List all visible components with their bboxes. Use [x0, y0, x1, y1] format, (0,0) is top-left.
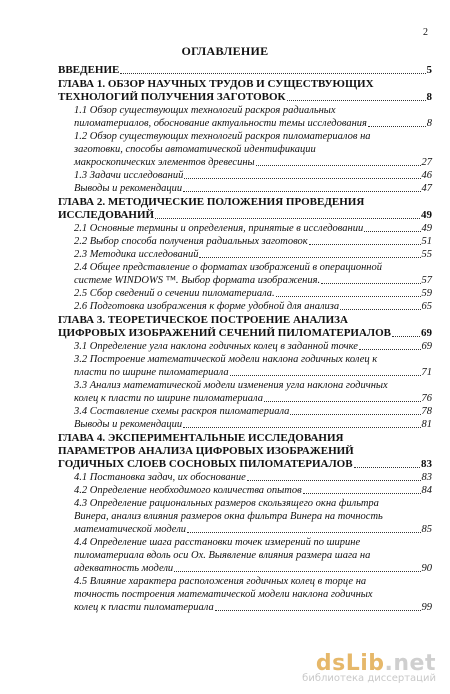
- toc-entry-line: [58, 209, 432, 222]
- toc-entry-text: колец к пласти по ширине пиломатериала: [74, 393, 263, 404]
- toc-page-number: 85: [421, 524, 432, 535]
- toc-entry-line: [74, 340, 432, 353]
- toc-entry-line: [74, 575, 432, 588]
- toc-page-number: 49: [421, 209, 432, 221]
- toc-page-number: 78: [421, 406, 432, 417]
- toc-page-number: 5: [426, 64, 432, 76]
- toc-entry-text: точность построения математической модели наклона годичных: [74, 589, 373, 600]
- toc-entry: [58, 405, 432, 418]
- toc-entry-line: [74, 536, 432, 549]
- toc-entry-text: ЦИФРОВЫХ ИЗОБРАЖЕНИЙ СЕЧЕНИЙ ПИЛОМАТЕРИАЛОВ: [58, 327, 391, 339]
- toc-entry-line: [74, 405, 432, 418]
- toc-entry-text: колец к пласти пиломатериала: [74, 602, 214, 613]
- toc-entry: [58, 248, 432, 261]
- toc-page-number: 27: [421, 157, 432, 168]
- toc-entry-text: 3.4 Составление схемы раскроя пиломатериала: [74, 406, 290, 417]
- toc-entry: [58, 78, 432, 104]
- toc-dot-leader: [354, 467, 420, 468]
- toc-page-number: 69: [421, 327, 432, 339]
- toc-dot-leader: [230, 375, 421, 376]
- toc-entry-text: 1.1 Обзор существующих технологий раскроя радиальных: [74, 105, 336, 116]
- toc-entry-text: 2.5 Сбор сведений о сечении пиломатериала.: [74, 288, 275, 299]
- toc-entry-line: [74, 248, 432, 261]
- toc-page-number: 81: [421, 419, 432, 430]
- toc-entry-text: Выводы и рекомендации: [74, 419, 183, 430]
- toc-entry: [58, 222, 432, 235]
- toc-entry: [58, 379, 432, 405]
- toc-entry-line: [74, 117, 432, 130]
- toc-page-number: 65: [421, 301, 432, 312]
- toc-entry-text: пласти по ширине пиломатериала: [74, 367, 229, 378]
- toc-entry-line: [74, 169, 432, 182]
- toc-entry-text: 2.4 Общее представление о форматах изображений в операционной: [74, 262, 382, 273]
- toc-dot-leader: [183, 427, 420, 428]
- toc-entry-text: 4.3 Определение рациональных размеров скользящего окна фильтра: [74, 498, 379, 509]
- toc-dot-leader: [364, 231, 420, 232]
- toc-dot-leader: [321, 283, 420, 284]
- toc-page-number: 47: [421, 183, 432, 194]
- logo-brand-tld: .net: [384, 651, 436, 676]
- toc-page-number: 59: [421, 288, 432, 299]
- toc-entry-text: пиломатериалов, обоснование актуальности темы исследования: [74, 118, 367, 129]
- toc-entry-text: 3.3 Анализ математической модели изменения угла наклона годичных: [74, 380, 388, 391]
- toc-entry-text: ПАРАМЕТРОВ АНАЛИЗА ЦИФРОВЫХ ИЗОБРАЖЕНИЙ: [58, 445, 354, 457]
- dslib-watermark-logo: [302, 651, 436, 684]
- toc-dot-leader: [309, 244, 421, 245]
- toc-entry-text: ГЛАВА 1. ОБЗОР НАУЧНЫХ ТРУДОВ И СУЩЕСТВУЮЩИХ: [58, 78, 374, 90]
- logo-subtitle: библиотека диссертаций: [302, 673, 436, 684]
- toc-entry-text: 3.2 Построение математической модели наклона годичных колец к: [74, 354, 378, 365]
- toc-entry-text: макроскопических элементов древесины: [74, 157, 255, 168]
- toc-page-number: 49: [421, 223, 432, 234]
- toc-entry-text: Винера, анализ влияния размеров окна фильтра Винера на точность: [74, 511, 383, 522]
- toc-entry-text: 4.1 Постановка задач, их обоснование: [74, 472, 246, 483]
- toc-page-number: 76: [421, 393, 432, 404]
- toc-entry-line: [58, 445, 432, 458]
- toc-entry-text: адекватность модели: [74, 563, 174, 574]
- toc-dot-leader: [184, 178, 420, 179]
- toc-entry-line: [74, 366, 432, 379]
- toc-entry: [58, 575, 432, 614]
- toc-page-number: 69: [421, 341, 432, 352]
- toc-dot-leader: [215, 610, 421, 611]
- toc-entry-text: заготовки, способы автоматической идентификации: [74, 144, 316, 155]
- toc-entry: [58, 484, 432, 497]
- toc-dot-leader: [120, 73, 425, 74]
- toc-entry-text: 4.5 Влияние характера расположения годичных колец в торце на: [74, 576, 367, 587]
- table-of-contents: [58, 63, 432, 614]
- toc-dot-leader: [199, 257, 420, 258]
- toc-entry-text: 2.1 Основные термины и определения, принятые в исследовании: [74, 223, 364, 234]
- toc-entry-line: [74, 523, 432, 536]
- toc-entry-text: 1.2 Обзор существующих технологий раскроя пиломатериалов на: [74, 131, 371, 142]
- toc-entry: [58, 353, 432, 379]
- toc-entry: [58, 64, 432, 77]
- toc-entry-line: [58, 314, 432, 327]
- toc-page-number: 8: [426, 118, 432, 129]
- toc-entry-text: ВВЕДЕНИЕ: [58, 64, 120, 76]
- toc-dot-leader: [303, 493, 421, 494]
- toc-entry-text: 4.4 Определение шага расстановки точек измерений по ширине: [74, 537, 361, 548]
- toc-entry-text: 2.2 Выбор способа получения радиальных заготовок: [74, 236, 308, 247]
- toc-entry: [58, 261, 432, 287]
- toc-entry: [58, 471, 432, 484]
- toc-entry-text: пиломатериала вдоль оси Ох. Выявление влияния размера шага на: [74, 550, 371, 561]
- toc-entry: [58, 104, 432, 130]
- toc-entry-text: 1.3 Задачи исследований: [74, 170, 184, 181]
- toc-entry-line: [74, 130, 432, 143]
- toc-entry: [58, 340, 432, 353]
- toc-page-number: 8: [426, 91, 432, 103]
- toc-entry-line: [74, 549, 432, 562]
- toc-entry-line: [74, 379, 432, 392]
- toc-page-number: 83: [421, 472, 432, 483]
- toc-page-number: 46: [421, 170, 432, 181]
- toc-dot-leader: [340, 309, 420, 310]
- toc-entry-line: [74, 562, 432, 575]
- toc-entry: [58, 287, 432, 300]
- toc-title: ОГЛАВЛЕНИЕ: [181, 44, 269, 58]
- toc-entry-line: [74, 274, 432, 287]
- toc-entry-line: [74, 235, 432, 248]
- toc-page-number: 84: [421, 485, 432, 496]
- toc-entry: [58, 196, 432, 222]
- toc-entry-line: [74, 156, 432, 169]
- toc-entry-line: [74, 104, 432, 117]
- toc-entry-line: [74, 353, 432, 366]
- toc-entry-line: [74, 261, 432, 274]
- toc-entry-text: ГЛАВА 2. МЕТОДИЧЕСКИЕ ПОЛОЖЕНИЯ ПРОВЕДЕНИЯ: [58, 196, 365, 208]
- toc-entry-text: ГЛАВА 4. ЭКСПЕРИМЕНТАЛЬНЫЕ ИССЛЕДОВАНИЯ: [58, 432, 344, 444]
- toc-entry: [58, 169, 432, 182]
- toc-entry-line: [58, 64, 432, 77]
- toc-entry: [58, 235, 432, 248]
- toc-entry-line: [74, 300, 432, 313]
- toc-entry-text: ГОДИЧНЫХ СЛОЕВ СОСНОВЫХ ПИЛОМАТЕРИАЛОВ: [58, 458, 353, 470]
- toc-page-number: 90: [421, 563, 432, 574]
- toc-entry: [58, 418, 432, 431]
- logo-brand-main: dsLib: [315, 651, 385, 676]
- toc-dot-leader: [264, 401, 421, 402]
- toc-entry-line: [74, 484, 432, 497]
- toc-dot-leader: [247, 480, 421, 481]
- toc-entry-line: [58, 78, 432, 91]
- toc-entry: [58, 182, 432, 195]
- toc-page-number: 55: [421, 249, 432, 260]
- toc-page-number: 99: [421, 602, 432, 613]
- toc-dot-leader: [256, 165, 421, 166]
- toc-dot-leader: [183, 191, 420, 192]
- toc-page-number: 57: [421, 275, 432, 286]
- toc-entry: [58, 432, 432, 471]
- toc-entry: [58, 497, 432, 536]
- toc-entry-text: 2.3 Методика исследований: [74, 249, 199, 260]
- toc-dot-leader: [287, 100, 426, 101]
- toc-dot-leader: [392, 336, 420, 337]
- toc-dot-leader: [155, 218, 420, 219]
- page-number: 2: [423, 27, 428, 38]
- toc-entry-line: [74, 588, 432, 601]
- toc-entry-line: [74, 601, 432, 614]
- toc-entry-line: [74, 392, 432, 405]
- toc-entry-line: [74, 222, 432, 235]
- toc-entry-text: 4.2 Определение необходимого количества опытов: [74, 485, 302, 496]
- toc-dot-leader: [290, 414, 420, 415]
- toc-entry-text: Выводы и рекомендации: [74, 183, 183, 194]
- toc-entry-text: системе WINDOWS ™. Выбор формата изображения.: [74, 275, 321, 286]
- toc-entry-line: [74, 497, 432, 510]
- toc-entry-text: 3.1 Определение угла наклона годичных колец в заданной точке: [74, 341, 358, 352]
- toc-entry-line: [74, 510, 432, 523]
- toc-dot-leader: [187, 532, 420, 533]
- toc-entry-line: [58, 327, 432, 340]
- toc-entry-text: 2.6 Подготовка изображения к форме удобной для анализа: [74, 301, 340, 312]
- toc-entry: [58, 536, 432, 575]
- toc-entry-text: математической модели: [74, 524, 187, 535]
- toc-entry-line: [74, 182, 432, 195]
- toc-entry-text: ГЛАВА 3. ТЕОРЕТИЧЕСКОЕ ПОСТРОЕНИЕ АНАЛИЗА: [58, 314, 348, 326]
- toc-page-number: 71: [421, 367, 432, 378]
- toc-entry-line: [74, 418, 432, 431]
- toc-entry-text: ТЕХНОЛОГИЙ ПОЛУЧЕНИЯ ЗАГОТОВОК: [58, 91, 286, 103]
- toc-entry-text: ИССЛЕДОВАНИЙ: [58, 209, 155, 221]
- toc-dot-leader: [368, 126, 426, 127]
- toc-entry-line: [58, 196, 432, 209]
- toc-dot-leader: [174, 571, 420, 572]
- toc-entry: [58, 314, 432, 340]
- toc-entry-line: [74, 287, 432, 300]
- toc-dot-leader: [276, 296, 421, 297]
- toc-entry-line: [58, 458, 432, 471]
- toc-dot-leader: [359, 349, 421, 350]
- toc-entry-line: [58, 432, 432, 445]
- toc-entry-line: [74, 471, 432, 484]
- toc-page-number: 51: [421, 236, 432, 247]
- toc-entry-line: [74, 143, 432, 156]
- toc-page-number: 83: [421, 458, 432, 470]
- toc-entry: [58, 130, 432, 169]
- toc-entry: [58, 300, 432, 313]
- toc-entry-line: [58, 91, 432, 104]
